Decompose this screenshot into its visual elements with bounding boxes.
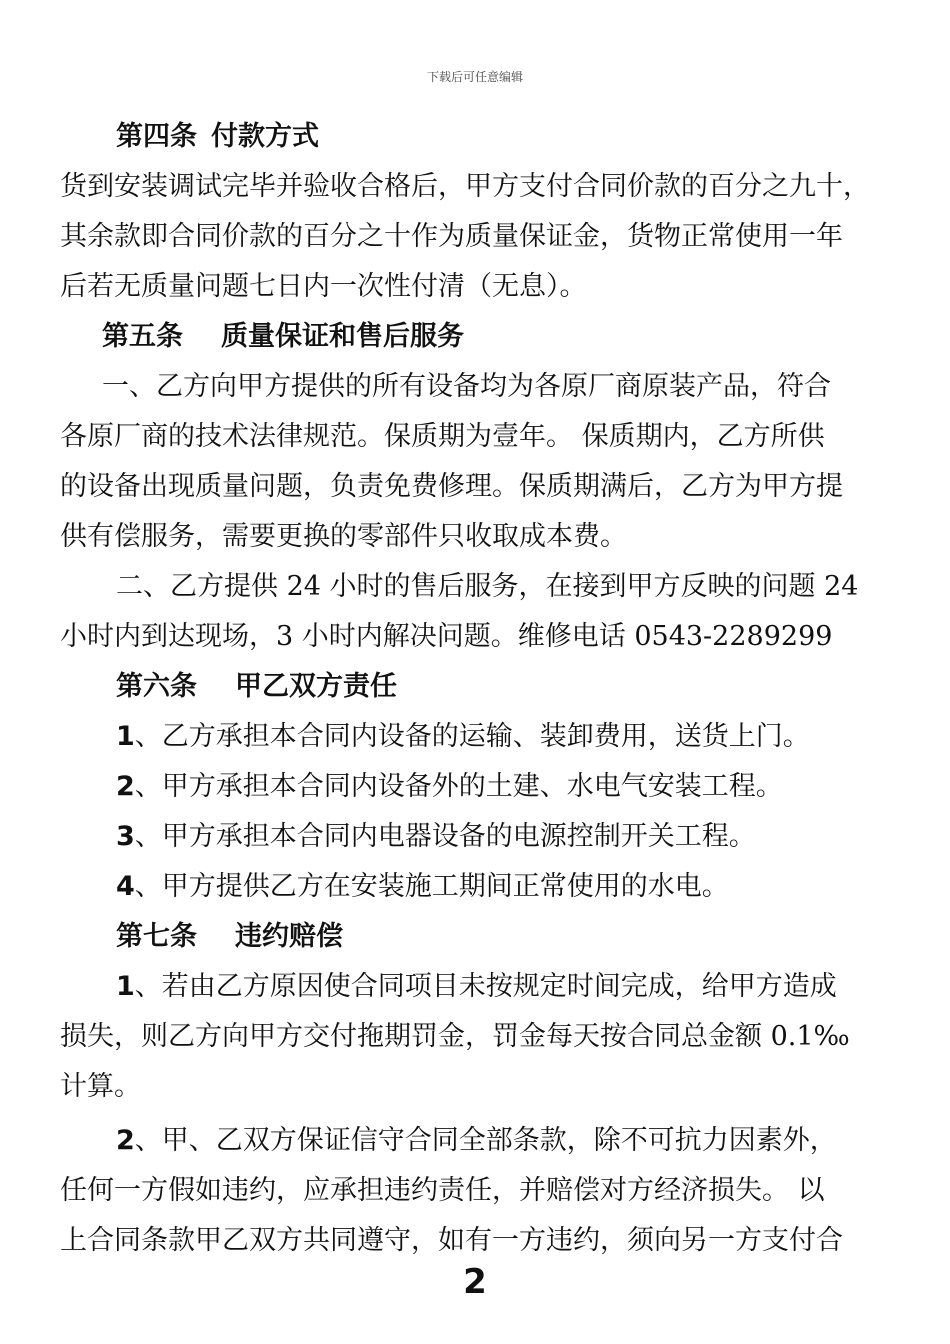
article-7-heading bbox=[60, 912, 900, 962]
article-7-item-1-line-3: 计算。 bbox=[60, 1071, 141, 1102]
article-4-title: 付款方式 bbox=[211, 121, 319, 152]
item-number: 4 bbox=[116, 871, 135, 902]
article-4-number: 第四条 bbox=[116, 121, 197, 152]
page-header: 下载后可任意编辑 bbox=[426, 70, 523, 84]
item-text: 、甲方承担本合同内电器设备的电源控制开关工程。 bbox=[134, 821, 756, 852]
item-text: 、甲方承担本合同内设备外的土建、水电气安装工程。 bbox=[134, 771, 783, 802]
item-text: 、若由乙方原因使合同项目未按规定时间完成，给甲方造成 bbox=[134, 971, 837, 1002]
article-6-title: 甲乙双方责任 bbox=[235, 671, 397, 702]
article-7-item-1-line-1 bbox=[60, 962, 900, 1012]
article-7-item-2-line-1 bbox=[60, 1116, 900, 1166]
article-5-title: 质量保证和售后服务 bbox=[221, 321, 464, 352]
article-7-item-2-line-3: 上合同条款甲乙双方共同遵守，如有一方违约，须向另一方支付合 bbox=[60, 1225, 843, 1256]
article-7-item-2-line-2: 任何一方假如违约，应承担违约责任，并赔偿对方经济损失。 以 bbox=[60, 1175, 825, 1206]
item-number: 2 bbox=[116, 1125, 135, 1156]
article-7-title: 违约赔偿 bbox=[235, 921, 343, 952]
item-number: 3 bbox=[116, 821, 135, 852]
article-5-item-1-line-4: 供有偿服务，需要更换的零部件只收取成本费。 bbox=[60, 521, 627, 552]
article-5-number: 第五条 bbox=[102, 321, 183, 352]
article-6-item-4 bbox=[60, 862, 900, 912]
article-6-heading bbox=[60, 662, 900, 712]
article-5-heading bbox=[60, 312, 900, 362]
article-6-item-2 bbox=[60, 762, 900, 812]
contract-body bbox=[60, 112, 900, 1266]
article-5-item-1-line-2: 各原厂商的技术法律规范。保质期为壹年。 保质期内，乙方所供 bbox=[60, 421, 825, 452]
item-number: 1 bbox=[116, 971, 135, 1002]
item-text: 、乙方承担本合同内设备的运输、装卸费用，送货上门。 bbox=[134, 721, 810, 752]
item-number: 1 bbox=[116, 721, 135, 752]
article-7-item-1-line-2: 损失，则乙方向甲方交付拖期罚金，罚金每天按合同总金额 0.1‰ bbox=[60, 1021, 850, 1052]
item-text: 、甲、乙双方保证信守合同全部条款，除不可抗力因素外， bbox=[134, 1125, 837, 1156]
article-6-number: 第六条 bbox=[116, 671, 197, 702]
article-5-item-2-line-1: 二、乙方提供 24 小时的售后服务，在接到甲方反映的问题 24 bbox=[116, 571, 859, 602]
article-4-line-2: 其余款即合同价款的百分之十作为质量保证金，货物正常使用一年 bbox=[60, 221, 843, 252]
article-4-heading bbox=[60, 112, 900, 162]
item-number: 2 bbox=[116, 771, 135, 802]
article-4-line-1: 货到安装调试完毕并验收合格后，甲方支付合同价款的百分之九十， bbox=[60, 171, 870, 202]
article-7-number: 第七条 bbox=[116, 921, 197, 952]
article-4-line-3: 后若无质量问题七日内一次性付清（无息）。 bbox=[60, 271, 587, 302]
item-text: 、甲方提供乙方在安装施工期间正常使用的水电。 bbox=[134, 871, 729, 902]
page-number: 2 bbox=[463, 1262, 487, 1302]
article-5-item-1-line-1: 一、乙方向甲方提供的所有设备均为各原厂商原装产品，符合 bbox=[102, 371, 831, 402]
article-6-item-1 bbox=[60, 712, 900, 762]
article-5-item-2-line-2: 小时内到达现场，3 小时内解决问题。维修电话 0543-2289299 bbox=[60, 621, 833, 652]
article-5-item-1-line-3: 的设备出现质量问题，负责免费修理。保质期满后，乙方为甲方提 bbox=[60, 471, 843, 502]
article-6-item-3 bbox=[60, 812, 900, 862]
